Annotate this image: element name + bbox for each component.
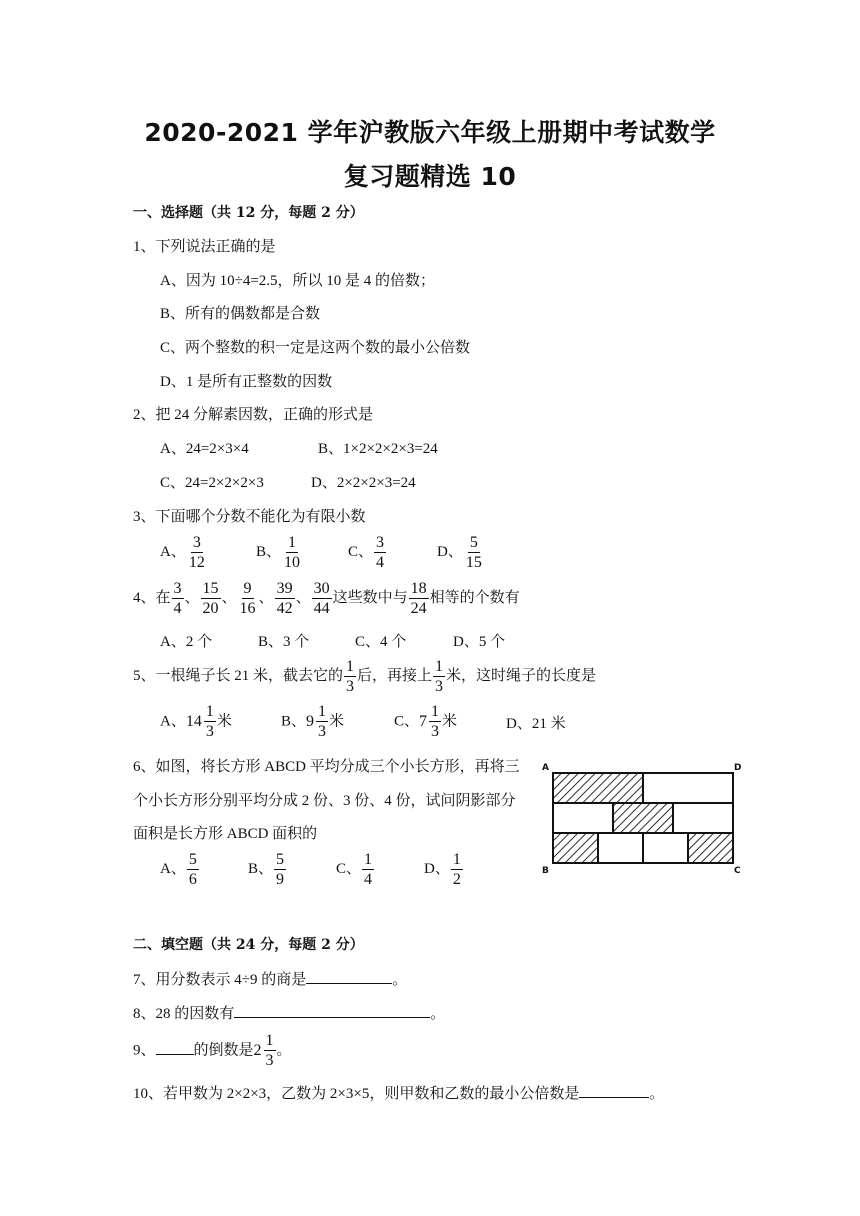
separator: 、 [184, 589, 200, 606]
numerator: 1 [205, 703, 214, 720]
q2-option-c: C、24=2×2×2×3 [160, 475, 264, 491]
denominator: 3 [205, 723, 214, 740]
section-2-heading: 二、填空题（共 24 分，每题 2 分） [133, 937, 364, 953]
denominator: 12 [188, 554, 205, 571]
numerator: 5 [188, 851, 197, 868]
numerator: 5 [276, 851, 285, 868]
shaded-quarter-left [553, 833, 598, 863]
numerator: 1 [452, 851, 461, 868]
q5-text-2: 后，再接上 [357, 667, 433, 684]
denominator: 3 [265, 1052, 274, 1069]
q6-option-d [424, 851, 464, 888]
q3-stem: 3、下面哪个分数不能化为有限小数 [133, 509, 366, 525]
whole-part: 2 [253, 1041, 262, 1059]
fraction [204, 703, 216, 740]
option-label: C、 [394, 713, 420, 730]
q6-line-3: 面积是长方形 ABCD 面积的 [133, 826, 318, 842]
option-label: A、 [160, 543, 186, 560]
q4-suffix: 相等的个数有 [429, 589, 520, 606]
fraction [274, 851, 286, 888]
q6-option-b [248, 851, 287, 888]
q3-option-c [348, 534, 387, 571]
numerator: 1 [346, 658, 355, 675]
q7-text: 7、用分数表示 4÷9 的商是 [133, 972, 307, 988]
denominator: 4 [364, 871, 373, 888]
q10-end: 。 [649, 1086, 665, 1102]
whole-part: 14 [185, 712, 202, 730]
numerator: 1 [364, 851, 373, 868]
numerator: 1 [318, 703, 327, 720]
numerator: 39 [276, 580, 293, 597]
answer-blank[interactable] [234, 1003, 430, 1018]
fraction [264, 1032, 276, 1069]
numerator: 3 [376, 534, 385, 551]
option-label: B、 [256, 543, 282, 560]
section-1-heading: 一、选择题（共 12 分，每题 2 分） [133, 205, 364, 221]
q5-option-d: D、21 米 [506, 716, 566, 732]
numerator: 3 [192, 534, 201, 551]
answer-blank[interactable] [306, 969, 392, 984]
fraction [433, 658, 445, 695]
denominator: 2 [452, 871, 461, 888]
numerator: 9 [243, 580, 252, 597]
q5-text-1: 5、一根绳子长 21 米，截去它的 [133, 667, 344, 684]
q8-text: 8、28 的因数有 [133, 1006, 235, 1022]
q2-option-d: D、2×2×2×3=24 [311, 475, 416, 491]
denominator: 24 [410, 600, 427, 617]
denominator: 10 [284, 554, 301, 571]
q7 [133, 969, 407, 990]
q6-line-2: 个小长方形分别平均分成 2 份、3 份、4 份，试问阴影部分 [133, 793, 516, 809]
title-line-2: 复习题精选 10 [343, 162, 517, 191]
denominator: 3 [431, 723, 440, 740]
fraction [464, 534, 484, 571]
q4-option-c: C、4 个 [355, 634, 407, 650]
numerator: 1 [435, 658, 444, 675]
q7-end: 。 [392, 972, 408, 988]
q9-end: 。 [276, 1042, 292, 1059]
separator: 、 [258, 589, 274, 606]
q9-mid: 的倒数是 [193, 1042, 254, 1059]
q3-option-b [256, 534, 303, 571]
q4-option-a: A、2 个 [160, 634, 213, 650]
mixed-number [254, 1032, 277, 1069]
numerator: 3 [173, 580, 182, 597]
fraction [374, 534, 386, 571]
option-label: B、 [281, 713, 307, 730]
fraction [451, 851, 463, 888]
denominator: 20 [202, 600, 219, 617]
denominator: 4 [376, 554, 385, 571]
option-label: C、 [348, 543, 374, 560]
option-label: A、 [160, 860, 186, 877]
numerator: 1 [431, 703, 440, 720]
q4-mid: 这些数中与 [332, 589, 408, 606]
denominator: 15 [465, 554, 482, 571]
numerator: 30 [313, 580, 330, 597]
fraction [312, 580, 332, 617]
q3-option-d [437, 534, 485, 571]
q10 [133, 1083, 664, 1104]
numerator: 1 [265, 1032, 274, 1049]
separator: 、 [221, 589, 237, 606]
corner-label-a: A [542, 763, 549, 773]
q1-option-d: D、1 是所有正整数的因数 [160, 374, 333, 390]
fraction [187, 534, 207, 571]
q6-line-1: 6、如图，将长方形 ABCD 平均分成三个小长方形，再将三 [133, 759, 520, 775]
fraction [429, 703, 441, 740]
answer-blank[interactable] [156, 1040, 194, 1055]
q9-prefix: 9、 [133, 1042, 156, 1059]
fraction [282, 534, 302, 571]
separator: 、 [295, 589, 311, 606]
q4-option-d: D、5 个 [453, 634, 506, 650]
q3-option-a [160, 534, 208, 571]
fraction [344, 658, 356, 695]
option-label: D、 [437, 543, 463, 560]
mixed-number [186, 703, 217, 740]
denominator: 3 [346, 678, 355, 695]
q4-prefix: 4、在 [133, 589, 171, 606]
option-label: C、 [336, 860, 362, 877]
q6-option-c [336, 851, 375, 888]
denominator: 3 [435, 678, 444, 695]
numerator: 5 [469, 534, 478, 551]
fraction [201, 580, 221, 617]
denominator: 4 [173, 600, 182, 617]
q5-stem [133, 658, 596, 695]
numerator: 1 [288, 534, 297, 551]
mixed-number [306, 703, 329, 740]
corner-label-d: D [734, 763, 742, 773]
shaded-half-top [553, 773, 643, 803]
q5-option-c [394, 703, 457, 740]
q8 [133, 1003, 445, 1024]
q1-stem: 1、下列说法正确的是 [133, 239, 276, 255]
denominator: 42 [276, 600, 293, 617]
mixed-number [419, 703, 442, 740]
title-line-1: 2020-2021 学年沪教版六年级上册期中考试数学 [144, 118, 716, 147]
rectangle-abcd-figure [540, 760, 750, 880]
q1-option-b: B、所有的偶数都是合数 [160, 306, 321, 322]
corner-label-c: C [734, 866, 741, 876]
shaded-quarter-right [688, 833, 733, 863]
denominator: 16 [239, 600, 256, 617]
fraction [409, 580, 429, 617]
numerator: 18 [410, 580, 427, 597]
fraction [187, 851, 199, 888]
denominator: 3 [318, 723, 327, 740]
unit: 米 [216, 713, 232, 730]
q8-end: 。 [430, 1006, 446, 1022]
corner-label-b: B [542, 866, 549, 876]
unit: 米 [329, 713, 345, 730]
q5-option-a [160, 703, 232, 740]
q1-option-a: A、因为 10÷4=2.5，所以 10 是 4 的倍数； [160, 273, 436, 289]
denominator: 6 [188, 871, 197, 888]
q4-option-b: B、3 个 [258, 634, 310, 650]
shaded-third-middle [613, 803, 673, 833]
fraction [362, 851, 374, 888]
q2-option-a: A、24=2×3×4 [160, 441, 249, 457]
numerator: 15 [202, 580, 219, 597]
answer-blank[interactable] [579, 1083, 649, 1098]
q1-option-c: C、两个整数的积一定是这两个数的最小公倍数 [160, 340, 471, 356]
fraction [172, 580, 184, 617]
unit: 米 [442, 713, 458, 730]
q6-option-a [160, 851, 200, 888]
denominator: 9 [276, 871, 285, 888]
q2-stem: 2、把 24 分解素因数，正确的形式是 [133, 407, 374, 423]
q10-text: 10、若甲数为 2×2×3，乙数为 2×3×5，则甲数和乙数的最小公倍数是 [133, 1086, 580, 1102]
q4-stem [133, 580, 520, 617]
denominator: 44 [313, 600, 330, 617]
fraction [316, 703, 328, 740]
option-label: A、 [160, 713, 186, 730]
whole-part: 7 [419, 712, 428, 730]
option-label: B、 [248, 860, 274, 877]
q5-option-b [281, 703, 344, 740]
fraction [275, 580, 295, 617]
whole-part: 9 [306, 712, 315, 730]
q9 [133, 1032, 292, 1069]
fraction [238, 580, 258, 617]
option-label: D、 [424, 860, 450, 877]
rectangle-diagram [540, 760, 750, 880]
q5-text-3: 米，这时绳子的长度是 [446, 667, 597, 684]
q2-option-b: B、1×2×2×2×3=24 [318, 441, 438, 457]
